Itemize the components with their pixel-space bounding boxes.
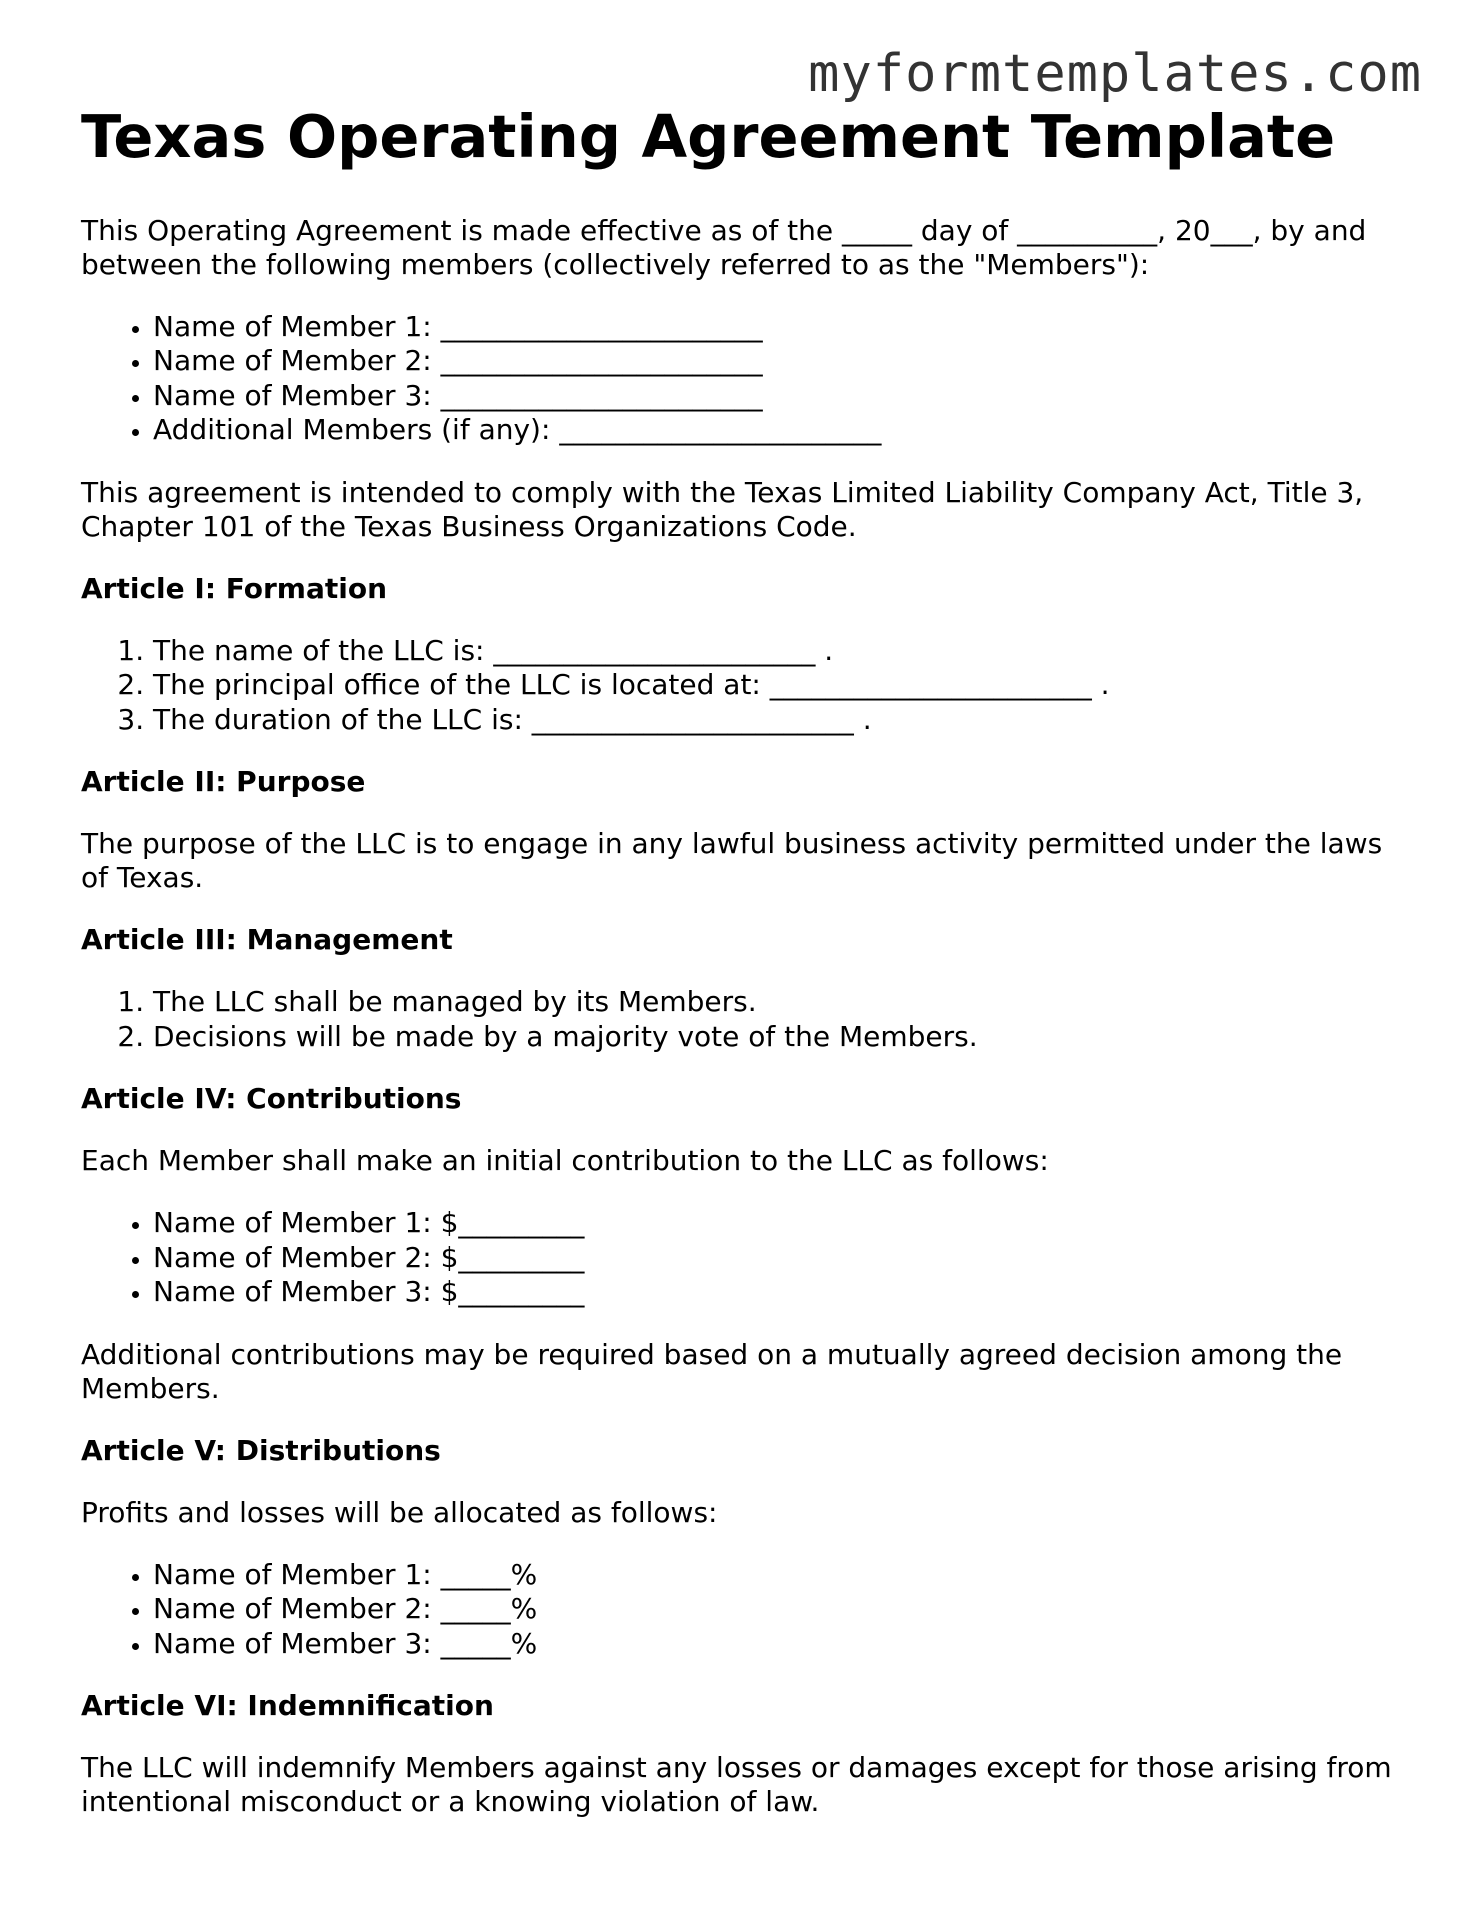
list-item: • Name of Member 1: _______________________ bbox=[153, 310, 1411, 345]
article-3-heading: Article III: Management bbox=[81, 923, 453, 957]
site-watermark: myformtemplates.com bbox=[808, 44, 1422, 104]
purpose-paragraph: The purpose of the LLC is to engage in any lawful business activity permitted under the laws of Texas. bbox=[81, 827, 1383, 895]
list-item: • Name of Member 2: $_________ bbox=[153, 1241, 1411, 1276]
list-item: • Name of Member 1: _____% bbox=[153, 1558, 1411, 1593]
distributions-paragraph: Profits and losses will be allocated as follows: bbox=[81, 1495, 718, 1529]
compliance-paragraph: This agreement is intended to comply with the Texas Limited Liability Company Act, Title 3, Chapter 101 of the Texas Business Organizations Code. bbox=[81, 475, 1364, 543]
list-item: 3. The duration of the LLC is: _______________________ . bbox=[153, 703, 1411, 738]
document-body bbox=[81, 102, 1411, 1847]
list-item: • Name of Member 3: _______________________ bbox=[153, 379, 1411, 414]
article-6-heading: Article VI: Indemnification bbox=[81, 1689, 494, 1723]
article-4-heading: Article IV: Contributions bbox=[81, 1082, 462, 1116]
list-item: 1. The LLC shall be managed by its Members. bbox=[153, 985, 1411, 1020]
list-item: • Name of Member 1: $_________ bbox=[153, 1206, 1411, 1241]
additional-contributions-paragraph: Additional contributions may be required based on a mutually agreed decision among the Members. bbox=[81, 1337, 1343, 1405]
article-2-heading: Article II: Purpose bbox=[81, 765, 366, 799]
formation-list bbox=[81, 634, 1411, 738]
article-1-heading: Article I: Formation bbox=[81, 571, 388, 605]
list-item: • Name of Member 2: _______________________ bbox=[153, 344, 1411, 379]
list-item: 1. The name of the LLC is: _______________________ . bbox=[153, 634, 1411, 669]
contributions-paragraph: Each Member shall make an initial contribution to the LLC as follows: bbox=[81, 1144, 1049, 1178]
page-title: Texas Operating Agreement Template bbox=[81, 102, 1336, 171]
list-item: 2. The principal office of the LLC is located at: _______________________ . bbox=[153, 668, 1411, 703]
distributions-list bbox=[81, 1558, 1411, 1662]
intro-paragraph: This Operating Agreement is made effective as of the _____ day of __________, 20___, by and between the following members (collectively referred to as the "Members"): bbox=[81, 213, 1367, 281]
article-5-heading: Article V: Distributions bbox=[81, 1433, 441, 1467]
indemnification-paragraph: The LLC will indemnify Members against any losses or damages except for those arising from intentional misconduct or a knowing violation of law. bbox=[81, 1751, 1392, 1819]
contributions-list bbox=[81, 1206, 1411, 1310]
list-item: • Name of Member 2: _____% bbox=[153, 1592, 1411, 1627]
list-item: 2. Decisions will be made by a majority vote of the Members. bbox=[153, 1020, 1411, 1055]
management-list bbox=[81, 985, 1411, 1054]
list-item: • Name of Member 3: _____% bbox=[153, 1627, 1411, 1662]
members-list bbox=[81, 310, 1411, 448]
list-item: • Additional Members (if any): _______________________ bbox=[153, 413, 1411, 448]
list-item: • Name of Member 3: $_________ bbox=[153, 1275, 1411, 1310]
